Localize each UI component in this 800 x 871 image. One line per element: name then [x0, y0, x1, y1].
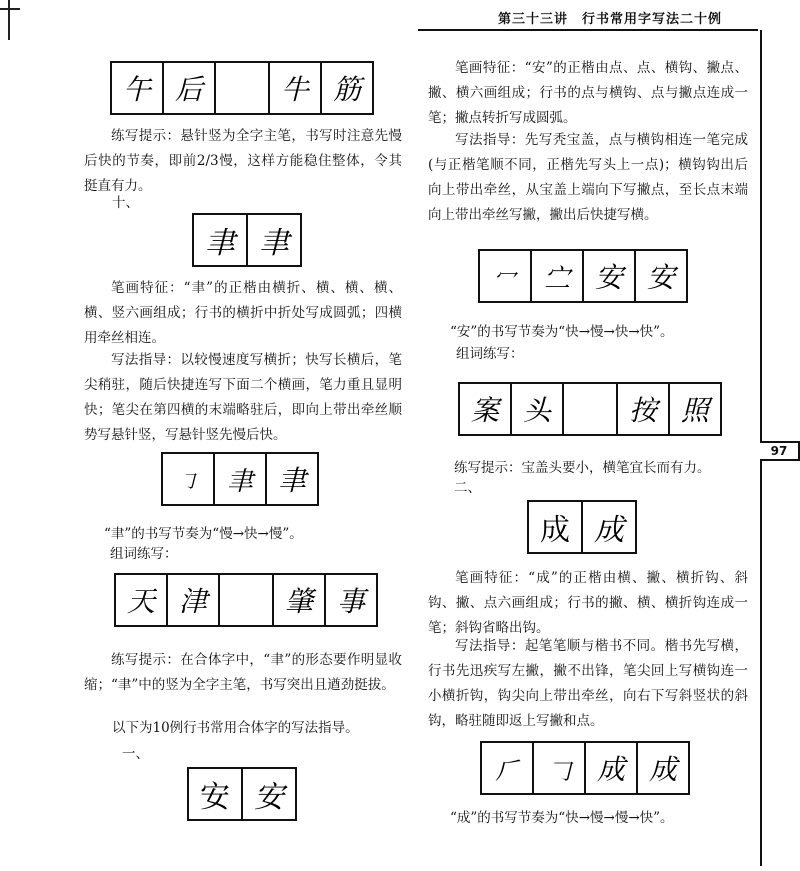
box-char: 照	[680, 394, 709, 427]
box-char: 𠂆	[482, 743, 534, 793]
box-char: 天	[116, 575, 168, 625]
box-char	[564, 384, 618, 434]
practice-tip-2: 练写提示：在合体字中，“聿”的形态要作明显收缩；“聿”中的竖为全字主笔，书写突出且遒劲挺拔。	[84, 652, 402, 693]
box-char	[220, 575, 274, 625]
box-char: 成	[594, 513, 624, 548]
box-char	[216, 63, 270, 113]
box-char: 事	[336, 585, 365, 618]
practice-box-an	[187, 767, 297, 821]
stroke-features-cheng: 笔画特征：“成”的正楷由横、撇、横折钩、斜钩、撇、点六画组成；行书的撇、横、横折钩连成一笔；斜钩省略出钩。	[428, 570, 748, 636]
header-rule	[418, 29, 758, 31]
box-char: 安	[646, 261, 675, 294]
corner-mark-horizontal	[0, 8, 20, 10]
box-char: 𠃌	[534, 743, 586, 793]
box-char: 案	[460, 384, 512, 434]
box-char: 聿	[277, 464, 306, 497]
running-title: 第三十三讲 行书常用字写法二十例	[498, 12, 723, 27]
box-char: 成	[529, 502, 583, 552]
box-char: 聿	[194, 215, 248, 265]
section-label-ten: 十、	[112, 195, 139, 211]
practice-box-cheng	[527, 500, 637, 554]
practice-box-anzhao	[458, 382, 722, 436]
rhythm-yu: “聿”的书写节奏为“慢→快→慢”。	[104, 526, 303, 542]
box-char: 午	[112, 63, 164, 113]
box-char: 后	[164, 63, 216, 113]
box-char: 牛	[270, 63, 322, 113]
practice-tip-3: 练写提示：宝盖头要小，横笔宜长而有力。	[454, 460, 711, 476]
box-char: 按	[618, 384, 670, 434]
page-number: 97	[760, 441, 800, 461]
box-char: 津	[168, 575, 220, 625]
practice-box-wuhou	[110, 61, 374, 115]
section-label-one: 一、	[122, 746, 149, 762]
box-char: 聿	[259, 226, 289, 261]
box-char: 头	[512, 384, 564, 434]
practice-box-yu	[192, 213, 302, 267]
box-char: 安	[584, 251, 636, 301]
practice-box-tianjin	[114, 573, 378, 627]
rhythm-an: “安”的书写节奏为“快→慢→快→快”。	[450, 324, 674, 340]
box-char: ㇆	[163, 454, 215, 504]
box-char: 成	[648, 753, 677, 786]
box-char: 冖	[480, 251, 532, 301]
box-char: 㝉	[532, 251, 584, 301]
box-char: 安	[189, 769, 243, 819]
box-char: 聿	[215, 454, 267, 504]
rhythm-cheng: “成”的书写节奏为“快→慢→慢→快”。	[450, 810, 674, 826]
writing-method-cheng: 写法指导：起笔笔顺与楷书不同。楷书先写横，行书先迅疾写左撇，撇不出锋，笔尖回上写横钩连一小横折钩，钩尖向上带出牵丝，向右下写斜竖状的斜钩，略驻随即返上写撇和点。	[428, 638, 748, 729]
words-label-1: 组词练写：	[110, 546, 178, 562]
box-char: 成	[586, 743, 638, 793]
stroke-steps-an	[478, 249, 688, 303]
words-label-2: 组词练写：	[456, 346, 524, 362]
intro-ten-examples: 以下为10例行书常用合体字的写法指导。	[112, 720, 359, 736]
practice-tip-1: 练写提示：悬针竖为全字主笔，书写时注意先慢后快的节奏，即前2/3慢，这样方能稳住整体，令其挺直有力。	[84, 128, 402, 194]
box-char: 肇	[274, 575, 326, 625]
section-label-two: 二、	[454, 480, 481, 496]
stroke-features-yu: 笔画特征：“聿”的正楷由横折、横、横、横、横、竖六画组成；行书的横折中折处写成圆弧；四横用牵丝相连。	[84, 280, 402, 346]
stroke-steps-cheng	[480, 741, 690, 795]
writing-method-yu: 写法指导：以较慢速度写横折；快写长横后，笔尖稍驻，随后快捷连写下面二个横画，笔力重且显明快；笔尖在第四横的末端略驻后，即向上带出牵丝顺势写悬针竖，写悬针竖先慢后快。	[84, 352, 402, 443]
writing-method-an: 写法指导：先写秃宝盖，点与横钩相连一笔完成(与正楷笔顺不同，正楷先写头上一点)；横钩钩出后向上带出牵丝，从宝盖上端向下写撇点，至长点末端向上带出牵丝写撇，撇出后快捷写横。	[428, 132, 748, 223]
box-char: 筋	[332, 73, 361, 106]
stroke-steps-yu	[161, 452, 319, 506]
corner-mark-vertical	[8, 0, 10, 40]
box-char: 安	[254, 780, 284, 815]
stroke-features-an: 笔画特征：“安”的正楷由点、点、横钩、撇点、撇、横六画组成；行书的点与横钩、点与撇点连成一笔；撇点转折写成圆弧。	[428, 60, 748, 126]
